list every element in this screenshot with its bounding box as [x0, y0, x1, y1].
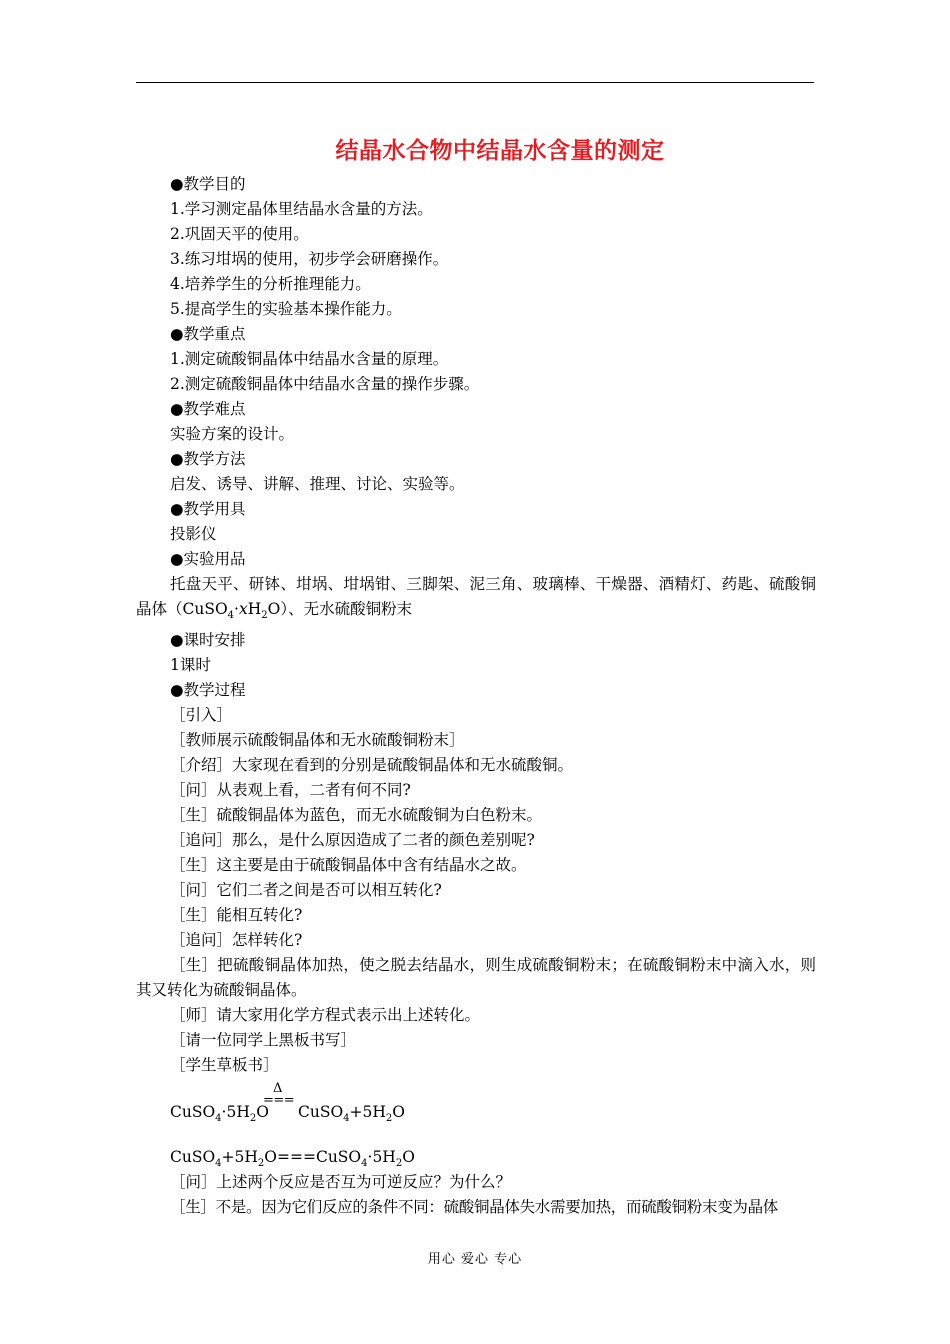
equation-dehydration: [136, 1078, 816, 1123]
dialogue-line: ［教师展示硫酸铜晶体和无水硫酸铜粉末］: [170, 731, 465, 750]
dialogue-line: ［生］硫酸铜晶体为蓝色，而无水硫酸铜为白色粉末。: [170, 806, 543, 825]
equation-hydration: $CuSO_4+5H_2O===CuSO_4\cdot 5H_2O$: [170, 1148, 415, 1170]
dialogue-line: ［师］请大家用化学方程式表示出上述转化。: [170, 1006, 481, 1025]
paragraph: 实验方案的设计。: [170, 425, 295, 443]
list-item: 2.巩固天平的使用。: [170, 225, 309, 243]
header-rule: [136, 82, 814, 83]
dialogue-line: ［学生草板书］: [170, 1056, 279, 1075]
equation-arrow: ===: [263, 1093, 295, 1109]
paragraph: 投影仪: [170, 525, 217, 543]
list-item: 3.练习坩埚的使用，初步学会研磨操作。: [170, 250, 449, 268]
answer-paragraph: ［生］把硫酸铜晶体加热，使之脱去结晶水，则生成硫酸铜粉末；在硫酸铜粉末中滴入水，则其又转化为硫酸铜晶体。: [136, 956, 816, 1000]
section-heading: ●教学目的: [170, 175, 246, 193]
dialogue-line: ［问］它们二者之间是否可以相互转化?: [170, 881, 442, 900]
paragraph: 1课时: [170, 656, 211, 675]
section-heading: ●实验用品: [170, 550, 246, 568]
list-item: 1.学习测定晶体里结晶水含量的方法。: [170, 200, 433, 218]
equation-lhs: $CuSO_4\cdot 5H_2O$: [170, 1103, 269, 1125]
document-body: [136, 172, 816, 1220]
dialogue-line: ［请一位同学上黑板书写］: [170, 1031, 357, 1050]
page-footer: 用心 爱心 专心: [427, 1252, 523, 1267]
dialogue-line: ［问］上述两个反应是否互为可逆反应？为什么？: [170, 1173, 512, 1192]
list-item: 1.测定硫酸铜晶体中结晶水含量的原理。: [170, 350, 449, 368]
equation-rhs: $CuSO_4+5H_2O$: [298, 1103, 406, 1125]
supplies-paragraph: 托盘天平、研钵、坩埚、坩埚钳、三脚架、泥三角、玻璃棒、干燥器、酒精灯、药匙、硫酸铜晶体$(CuSO_4\cdot xH_2O)$、无水硫酸铜粉末: [136, 575, 816, 622]
paragraph: 启发、诱导、讲解、推理、讨论、实验等。: [170, 475, 465, 493]
section-heading: ●教学难点: [170, 400, 246, 418]
delta-symbol: Δ: [273, 1081, 283, 1097]
dialogue-line: ［生］这主要是由于硫酸铜晶体中含有结晶水之故。: [170, 856, 527, 875]
dialogue-line: ［问］从表观上看，二者有何不同?: [170, 781, 411, 800]
dialogue-line: ［介绍］大家现在看到的分别是硫酸铜晶体和无水硫酸铜。: [170, 756, 574, 775]
dialogue-line: ［生］能相互转化?: [170, 906, 303, 925]
section-heading: ●教学过程: [170, 681, 246, 700]
list-item: 2.测定硫酸铜晶体中结晶水含量的操作步骤。: [170, 375, 480, 393]
dialogue-line: ［生］不是。因为它们反应的条件不同：硫酸铜晶体失水需要加热，而硫酸铜粉末变为晶体: [170, 1198, 779, 1217]
dialogue-line: ［追问］怎样转化?: [170, 931, 303, 950]
list-item: 4.培养学生的分析推理能力。: [170, 275, 371, 293]
section-heading: ●教学用具: [170, 500, 246, 518]
page-title: 结晶水合物中结晶水含量的测定: [335, 138, 665, 164]
section-heading: ●课时安排: [170, 631, 246, 650]
dialogue-line: ［引入］: [170, 706, 233, 725]
list-item: 5.提高学生的实验基本操作能力。: [170, 300, 402, 318]
section-heading: ●教学重点: [170, 325, 246, 343]
section-heading: ●教学方法: [170, 450, 246, 468]
dialogue-line: ［追问］那么，是什么原因造成了二者的颜色差别呢?: [170, 831, 535, 850]
